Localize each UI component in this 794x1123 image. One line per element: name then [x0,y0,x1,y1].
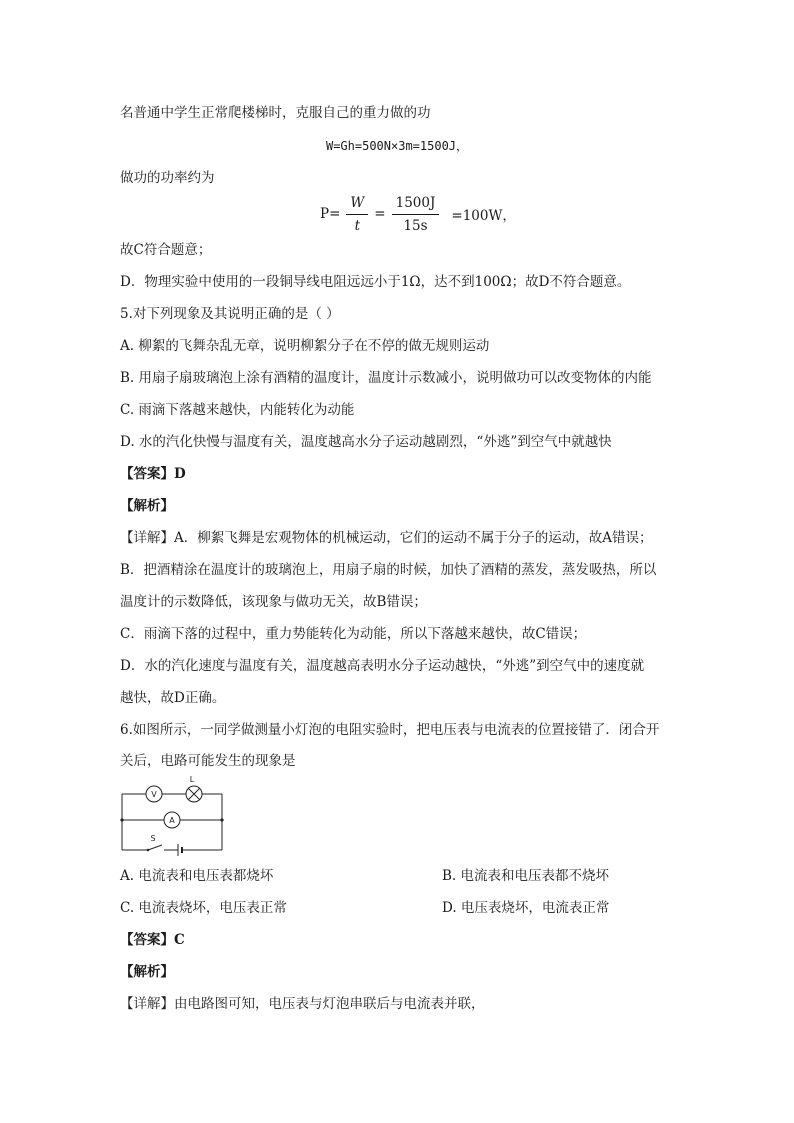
junction-dot [220,818,223,821]
text-line: D．物理实验中使用的一段铜导线电阻远远小于1Ω，达不到100Ω；故D不符合题意。 [120,274,631,290]
q5-analysis-title: 【解析】 [120,498,174,514]
power-formula [320,192,516,236]
lamp-label: L [189,775,195,784]
circuit-diagram [112,772,232,862]
text-line: 名普通中学生正常爬楼梯时，克服自己的重力做的功 [120,105,431,121]
q5-answer: 【答案】D [120,466,186,482]
q5-explain-line: 温度计的示数降低，该现象与做功无关，故B错误； [120,594,427,610]
fraction-w-over-t [346,194,368,235]
fraction-values [392,194,440,235]
fraction-numerator: W [346,194,368,215]
equation-work: W=Gh=500N×3m=1500J， [325,139,469,153]
q6-explain-line: 【详解】由电路图可知，电压表与灯泡串联后与电流表并联， [120,996,485,1012]
fraction-denominator: 15s [403,217,428,234]
q6-option-a: A. 电流表和电压表都烧坏 [120,868,274,884]
switch-lever [148,845,162,850]
switch-label: S [150,834,156,843]
formula-prefix: P= [320,206,341,222]
formula-suffix: =100W， [451,208,516,224]
formula-equals: = [374,206,386,222]
q6-option-c: C. 电流表烧坏，电压表正常 [120,900,287,916]
q5-option-d: D. 水的汽化快慢与温度有关，温度越高水分子运动越剧烈，“外逃”到空气中就越快 [120,434,612,450]
q5-option-b: B. 用扇子扇玻璃泡上涂有酒精的温度计，温度计示数减小，说明做功可以改变物体的内能 [120,370,652,386]
q5-option-a: A. 柳絮的飞舞杂乱无章，说明柳絮分子在不停的做无规则运动 [120,338,490,354]
q5-explain-line: C．雨滴下落的过程中，重力势能转化为动能，所以下落越来越快，故C错误； [120,626,587,642]
q5-explain-line: 越快，故D正确。 [120,690,226,706]
text-line: 故C符合题意； [120,242,212,258]
junction-dot [120,818,123,821]
q5-explain-line: D．水的汽化速度与温度有关，温度越高表明水分子运动越快，“外逃”到空气中的速度就 [120,658,645,674]
question-6-stem: 关后，电路可能发生的现象是 [120,753,296,769]
switch-contact [147,849,150,852]
q6-option-d: D. 电压表烧坏，电流表正常 [442,900,610,916]
fraction-denominator: t [354,217,361,234]
question-5-stem: 5.对下列现象及其说明正确的是（ ） [120,306,340,322]
q5-explain-line: B．把酒精涂在温度计的玻璃泡上，用扇子扇的时候，加快了酒精的蒸发，蒸发吸热，所以 [120,562,657,578]
text-line: 做功的功率约为 [120,170,215,186]
q6-option-b: B. 电流表和电压表都不烧坏 [442,868,610,884]
q6-answer: 【答案】C [120,932,185,948]
q6-analysis-title: 【解析】 [120,964,174,980]
question-6-stem: 6.如图所示，一同学做测量小灯泡的电阻实验时，把电压表与电流表的位置接错了．闭合开 [120,722,660,738]
q5-option-c: C. 雨滴下落越来越快，内能转化为动能 [120,402,355,418]
voltmeter-label: V [151,790,157,799]
fraction-numerator: 1500J [392,194,440,215]
q5-explain-line: 【详解】A．柳絮飞舞是宏观物体的机械运动，它们的运动不属于分子的运动，故A错误； [120,530,653,546]
ammeter-label: A [169,816,175,825]
